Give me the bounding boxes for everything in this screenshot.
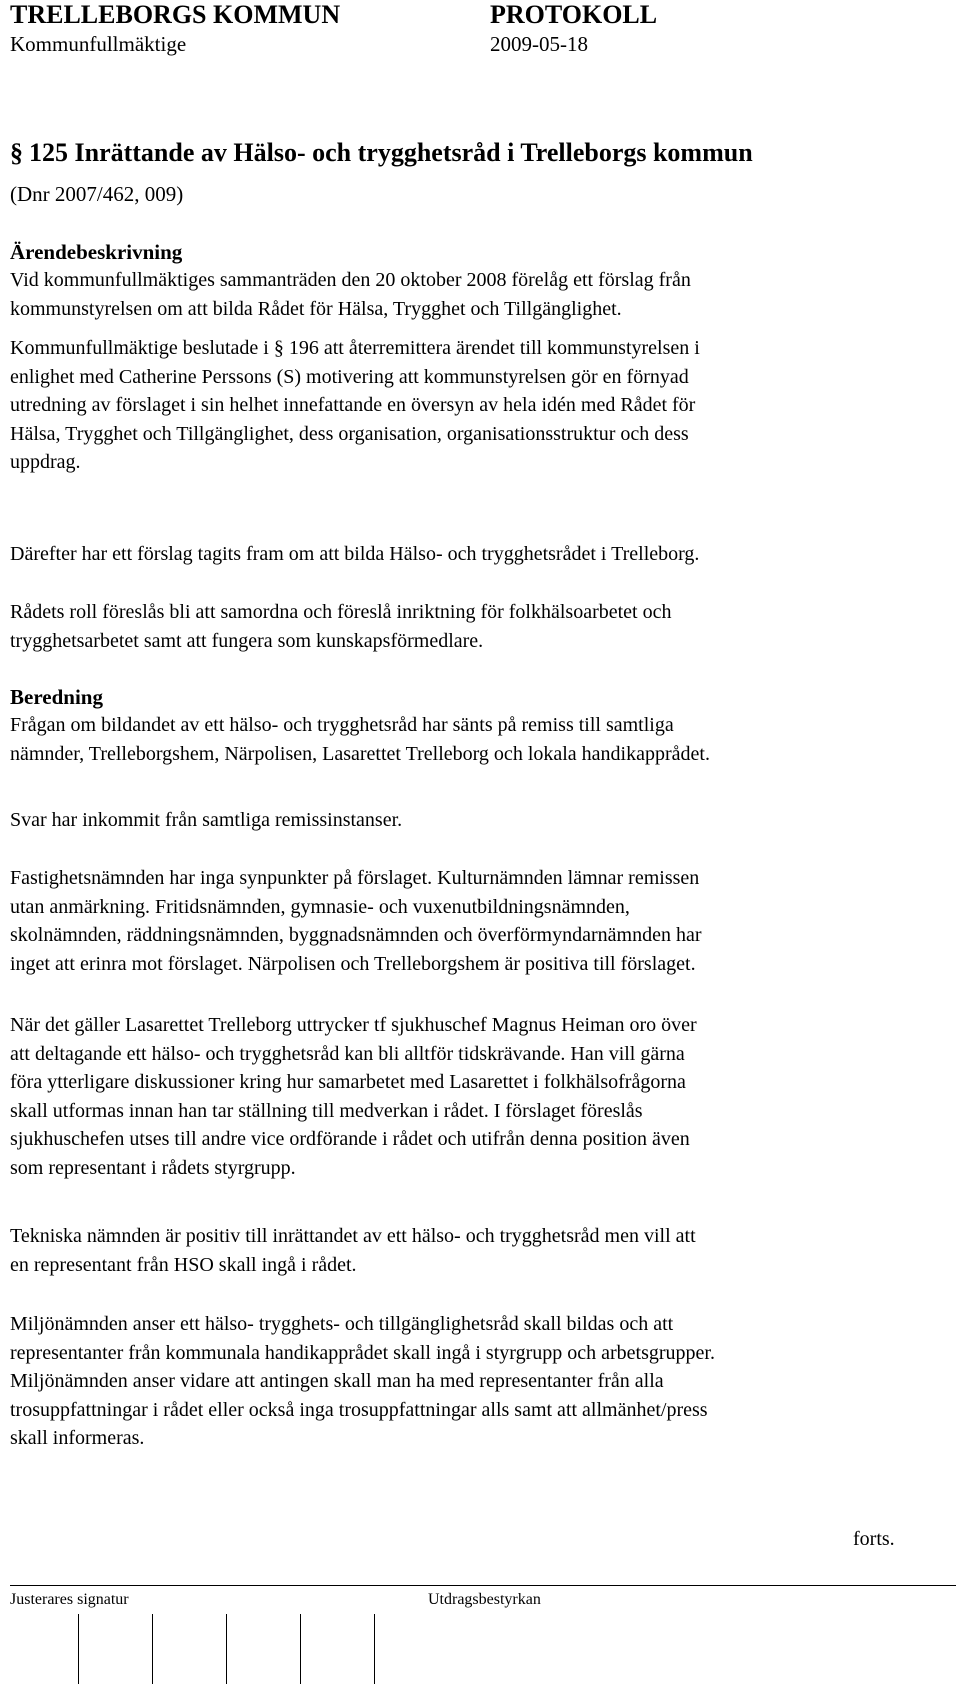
section-title bbox=[10, 137, 753, 169]
signature-box-divider bbox=[374, 1614, 376, 1684]
paragraph-beredning-1 bbox=[10, 711, 935, 768]
text-line: nämnder, Trelleborgshem, Närpolisen, Lasarettet Trelleborg och lokala handikapprådet. bbox=[10, 742, 710, 765]
text-line: skall informeras. bbox=[10, 1427, 145, 1450]
paragraph-beredning-2 bbox=[10, 806, 935, 835]
signature-footer bbox=[10, 1585, 956, 1684]
text-line: Frågan om bildandet av ett hälso- och trygghetsråd har sänts på remiss till samtliga bbox=[10, 714, 674, 736]
diary-number: (Dnr 2007/462, 009) bbox=[10, 182, 184, 206]
assembly-name: Kommunfullmäktige bbox=[10, 32, 187, 56]
meeting-date: 2009-05-18 bbox=[490, 32, 588, 56]
paragraph-arende-3 bbox=[10, 540, 935, 569]
text-line: Miljönämnden anser ett hälso- trygghets- och tillgänglighetsråd skall bildas och att bbox=[10, 1313, 674, 1335]
text-line: enlighet med Catherine Perssons (S) motivering att kommunstyrelsen gör en förnyad bbox=[10, 365, 689, 388]
text-line: utredning av förslaget i sin helhet innefattande en översyn av hela idén med Rådet för bbox=[10, 394, 696, 417]
extract-certification-label: Utdragsbestyrkan bbox=[428, 1591, 541, 1608]
signature-box-divider bbox=[226, 1614, 228, 1684]
paragraph-arende-1 bbox=[10, 266, 935, 323]
text-line: en representant från HSO skall ingå i rådet. bbox=[10, 1253, 357, 1276]
text-line: som representant i rådets styrgrupp. bbox=[10, 1156, 296, 1179]
signature-box-divider bbox=[78, 1614, 80, 1684]
section-symbol: § bbox=[10, 138, 23, 167]
paragraph-beredning-6 bbox=[10, 1310, 935, 1453]
paragraph-beredning-3 bbox=[10, 864, 935, 978]
text-line: Svar har inkommit från samtliga remissinstanser. bbox=[10, 809, 403, 831]
text-line: kommunstyrelsen om att bilda Rådet för Hälsa, Trygghet och Tillgänglighet. bbox=[10, 297, 622, 320]
text-line: föra ytterligare diskussioner kring hur samarbetet med Lasarettet i folkhälsofrågorna bbox=[10, 1071, 686, 1094]
document-header bbox=[10, 0, 950, 28]
paragraph-arende-2 bbox=[10, 334, 935, 477]
continued-marker: forts. bbox=[853, 1528, 895, 1550]
text-line: Rådets roll föreslås bli att samordna och föreslå inriktning för folkhälsoarbetet och bbox=[10, 601, 672, 623]
text-line: sjukhuschefen utses till andre vice ordförande i rådet och utifrån denna position även bbox=[10, 1128, 690, 1151]
adjuster-signature-label: Justerares signatur bbox=[10, 1591, 129, 1608]
text-line: skolnämnden, räddningsnämnden, byggnadsnämnden och överförmyndarnämnden har bbox=[10, 924, 702, 947]
heading-arendebeskrivning: Ärendebeskrivning bbox=[10, 240, 183, 264]
text-line: uppdrag. bbox=[10, 451, 81, 474]
text-line: Kommunfullmäktige beslutade i § 196 att återremittera ärendet till kommunstyrelsen i bbox=[10, 337, 700, 359]
signature-box-divider bbox=[152, 1614, 154, 1684]
section-heading: 125 Inrättande av Hälso- och trygghetsråd i Trelleborgs kommun bbox=[29, 138, 753, 167]
text-line: Fastighetsnämnden har inga synpunkter på förslaget. Kulturnämnden lämnar remissen bbox=[10, 867, 700, 889]
paragraph-beredning-5 bbox=[10, 1222, 935, 1279]
document-type: PROTOKOLL bbox=[490, 0, 658, 29]
text-line: trosuppfattningar i rådet eller också inga trosuppfattningar alls samt att allmänhet/press bbox=[10, 1398, 708, 1421]
text-line: att deltagande ett hälso- och trygghetsråd kan bli alltför tidskrävande. Han vill gärna bbox=[10, 1042, 685, 1065]
text-line: Hälsa, Trygghet och Tillgänglighet, dess organisation, organisationsstruktur och dess bbox=[10, 422, 689, 445]
document-subheader bbox=[10, 30, 950, 58]
municipality-name: TRELLEBORGS KOMMUN bbox=[10, 0, 341, 29]
paragraph-arende-4 bbox=[10, 598, 935, 655]
text-line: representanter från kommunala handikapprådet skall ingå i styrgrupp och arbetsgrupper. bbox=[10, 1341, 715, 1364]
text-line: Tekniska nämnden är positiv till inrättandet av ett hälso- och trygghetsråd men vill att bbox=[10, 1225, 696, 1247]
heading-beredning: Beredning bbox=[10, 685, 103, 709]
text-line: inget att erinra mot förslaget. Närpolisen och Trelleborgshem är positiva till förslaget. bbox=[10, 952, 696, 975]
text-line: Därefter har ett förslag tagits fram om att bilda Hälso- och trygghetsrådet i Trelleborg. bbox=[10, 543, 700, 565]
text-line: skall utformas innan han tar ställning till medverkan i rådet. I förslaget föreslås bbox=[10, 1099, 643, 1122]
text-line: utan anmärkning. Fritidsnämnden, gymnasie- och vuxenutbildningsnämnden, bbox=[10, 895, 630, 918]
signature-box-divider bbox=[300, 1614, 302, 1684]
text-line: Miljönämnden anser vidare att antingen skall man ha med representanter från alla bbox=[10, 1370, 664, 1393]
text-line: trygghetsarbetet samt att fungera som kunskapsförmedlare. bbox=[10, 629, 484, 652]
text-line: Vid kommunfullmäktiges sammanträden den 20 oktober 2008 förelåg ett förslag från bbox=[10, 269, 691, 291]
text-line: När det gäller Lasarettet Trelleborg uttrycker tf sjukhuschef Magnus Heiman oro över bbox=[10, 1014, 697, 1036]
paragraph-beredning-4 bbox=[10, 1011, 935, 1183]
